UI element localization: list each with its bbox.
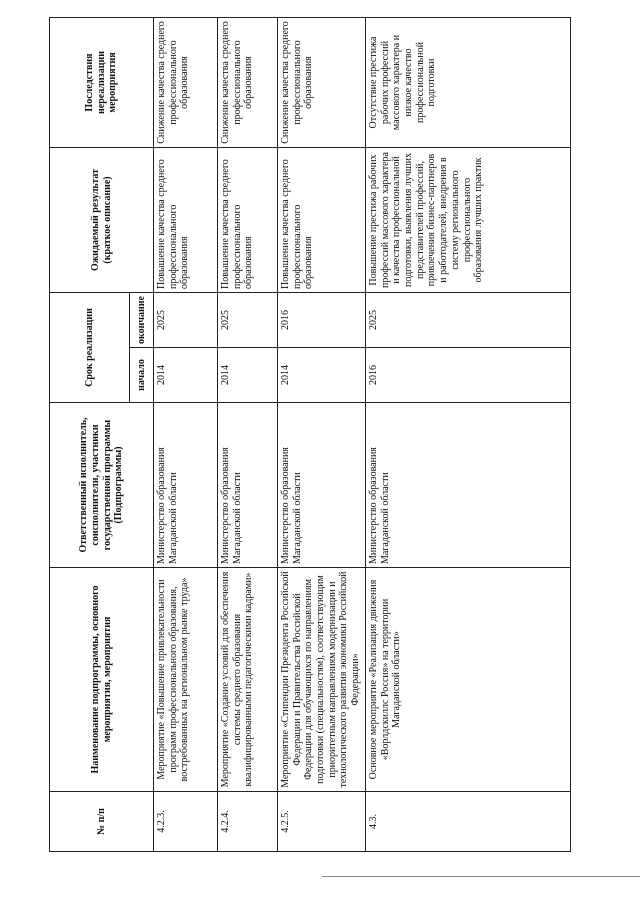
start-year: 2014 (218, 348, 278, 403)
header-period: Срок реализации (50, 293, 130, 403)
expected-result: Повышение престижа рабочих профессий массового характера и качества профессиональной подготовки, выявления лучших представителей профессий, привлечения бизнес-партнеров и работодателей, внедрения в систему регионального профессионального образования лучших практик (366, 148, 571, 293)
consequence: Снижение качества среднего профессионального образования (218, 18, 278, 148)
consequence: Снижение качества среднего профессионального образования (278, 18, 366, 148)
header-start: начало (130, 348, 154, 403)
end-year: 2016 (278, 293, 366, 348)
executor: Министерство образования Магаданской области (218, 403, 278, 568)
executor: Министерство образования Магаданской области (154, 403, 218, 568)
header-num: № п/п (50, 792, 154, 852)
row-number: 4.3. (366, 792, 571, 852)
end-year: 2025 (218, 293, 278, 348)
table-row (218, 18, 278, 852)
row-number: 4.2.3. (154, 792, 218, 852)
measure-name: Мероприятие «Повышение привлекательности программ профессионального образования, востребованных на региональном рынке труда» (154, 568, 218, 792)
expected-result: Повышение качества среднего профессионального образования (278, 148, 366, 293)
header-executor: Ответственный исполнитель, соисполнители, участники государственной программы (Подпрограммы) (50, 403, 154, 568)
expected-result: Повышение качества среднего профессионального образования (154, 148, 218, 293)
consequence: Снижение качества среднего профессионального образования (154, 18, 218, 148)
executor: Министерство образования Магаданской области (278, 403, 366, 568)
row-number: 4.2.5. (278, 792, 366, 852)
end-year: 2025 (154, 293, 218, 348)
end-year: 2025 (366, 293, 571, 348)
start-year: 2014 (154, 348, 218, 403)
expected-result: Повышение качества среднего профессионального образования (218, 148, 278, 293)
table-row (278, 18, 366, 852)
measure-name: Мероприятие «Создание условий для обеспечения системы среднего образования квалифицированными педагогическими кадрами» (218, 568, 278, 792)
header-consequence: Последствия нереализации мероприятия (50, 18, 154, 148)
table-row (154, 18, 218, 852)
measures-table (49, 17, 571, 852)
measure-name: Основное мероприятие «Реализация движения «Ворлдскиллс Россия» на территории Магаданской области» (366, 568, 571, 792)
start-year: 2016 (366, 348, 571, 403)
page-bottom-rule (322, 876, 640, 877)
table-row (366, 18, 571, 852)
measure-name: Мероприятие «Стипендии Президента Российской Федерации и Правительства Российской Федерации для обучающихся по направлениям подготовки (специальностям), соответствующим приоритетным направлениям модернизации и технологического развития экономики Российской Федерации» (278, 568, 366, 792)
header-result: Ожидаемый результат (краткое описание) (50, 148, 154, 293)
row-number: 4.2.4. (218, 792, 278, 852)
rotated-page-content (49, 18, 570, 852)
executor: Министерство образования Магаданской области (366, 403, 571, 568)
header-name: Наименование подпрограммы, основного мероприятия, мероприятия (50, 568, 154, 792)
header-end: окончание (130, 293, 154, 348)
start-year: 2014 (278, 348, 366, 403)
consequence: Отсутствие престижа рабочих профессий массового характера и низкое качество профессиональной подготовки (366, 18, 571, 148)
